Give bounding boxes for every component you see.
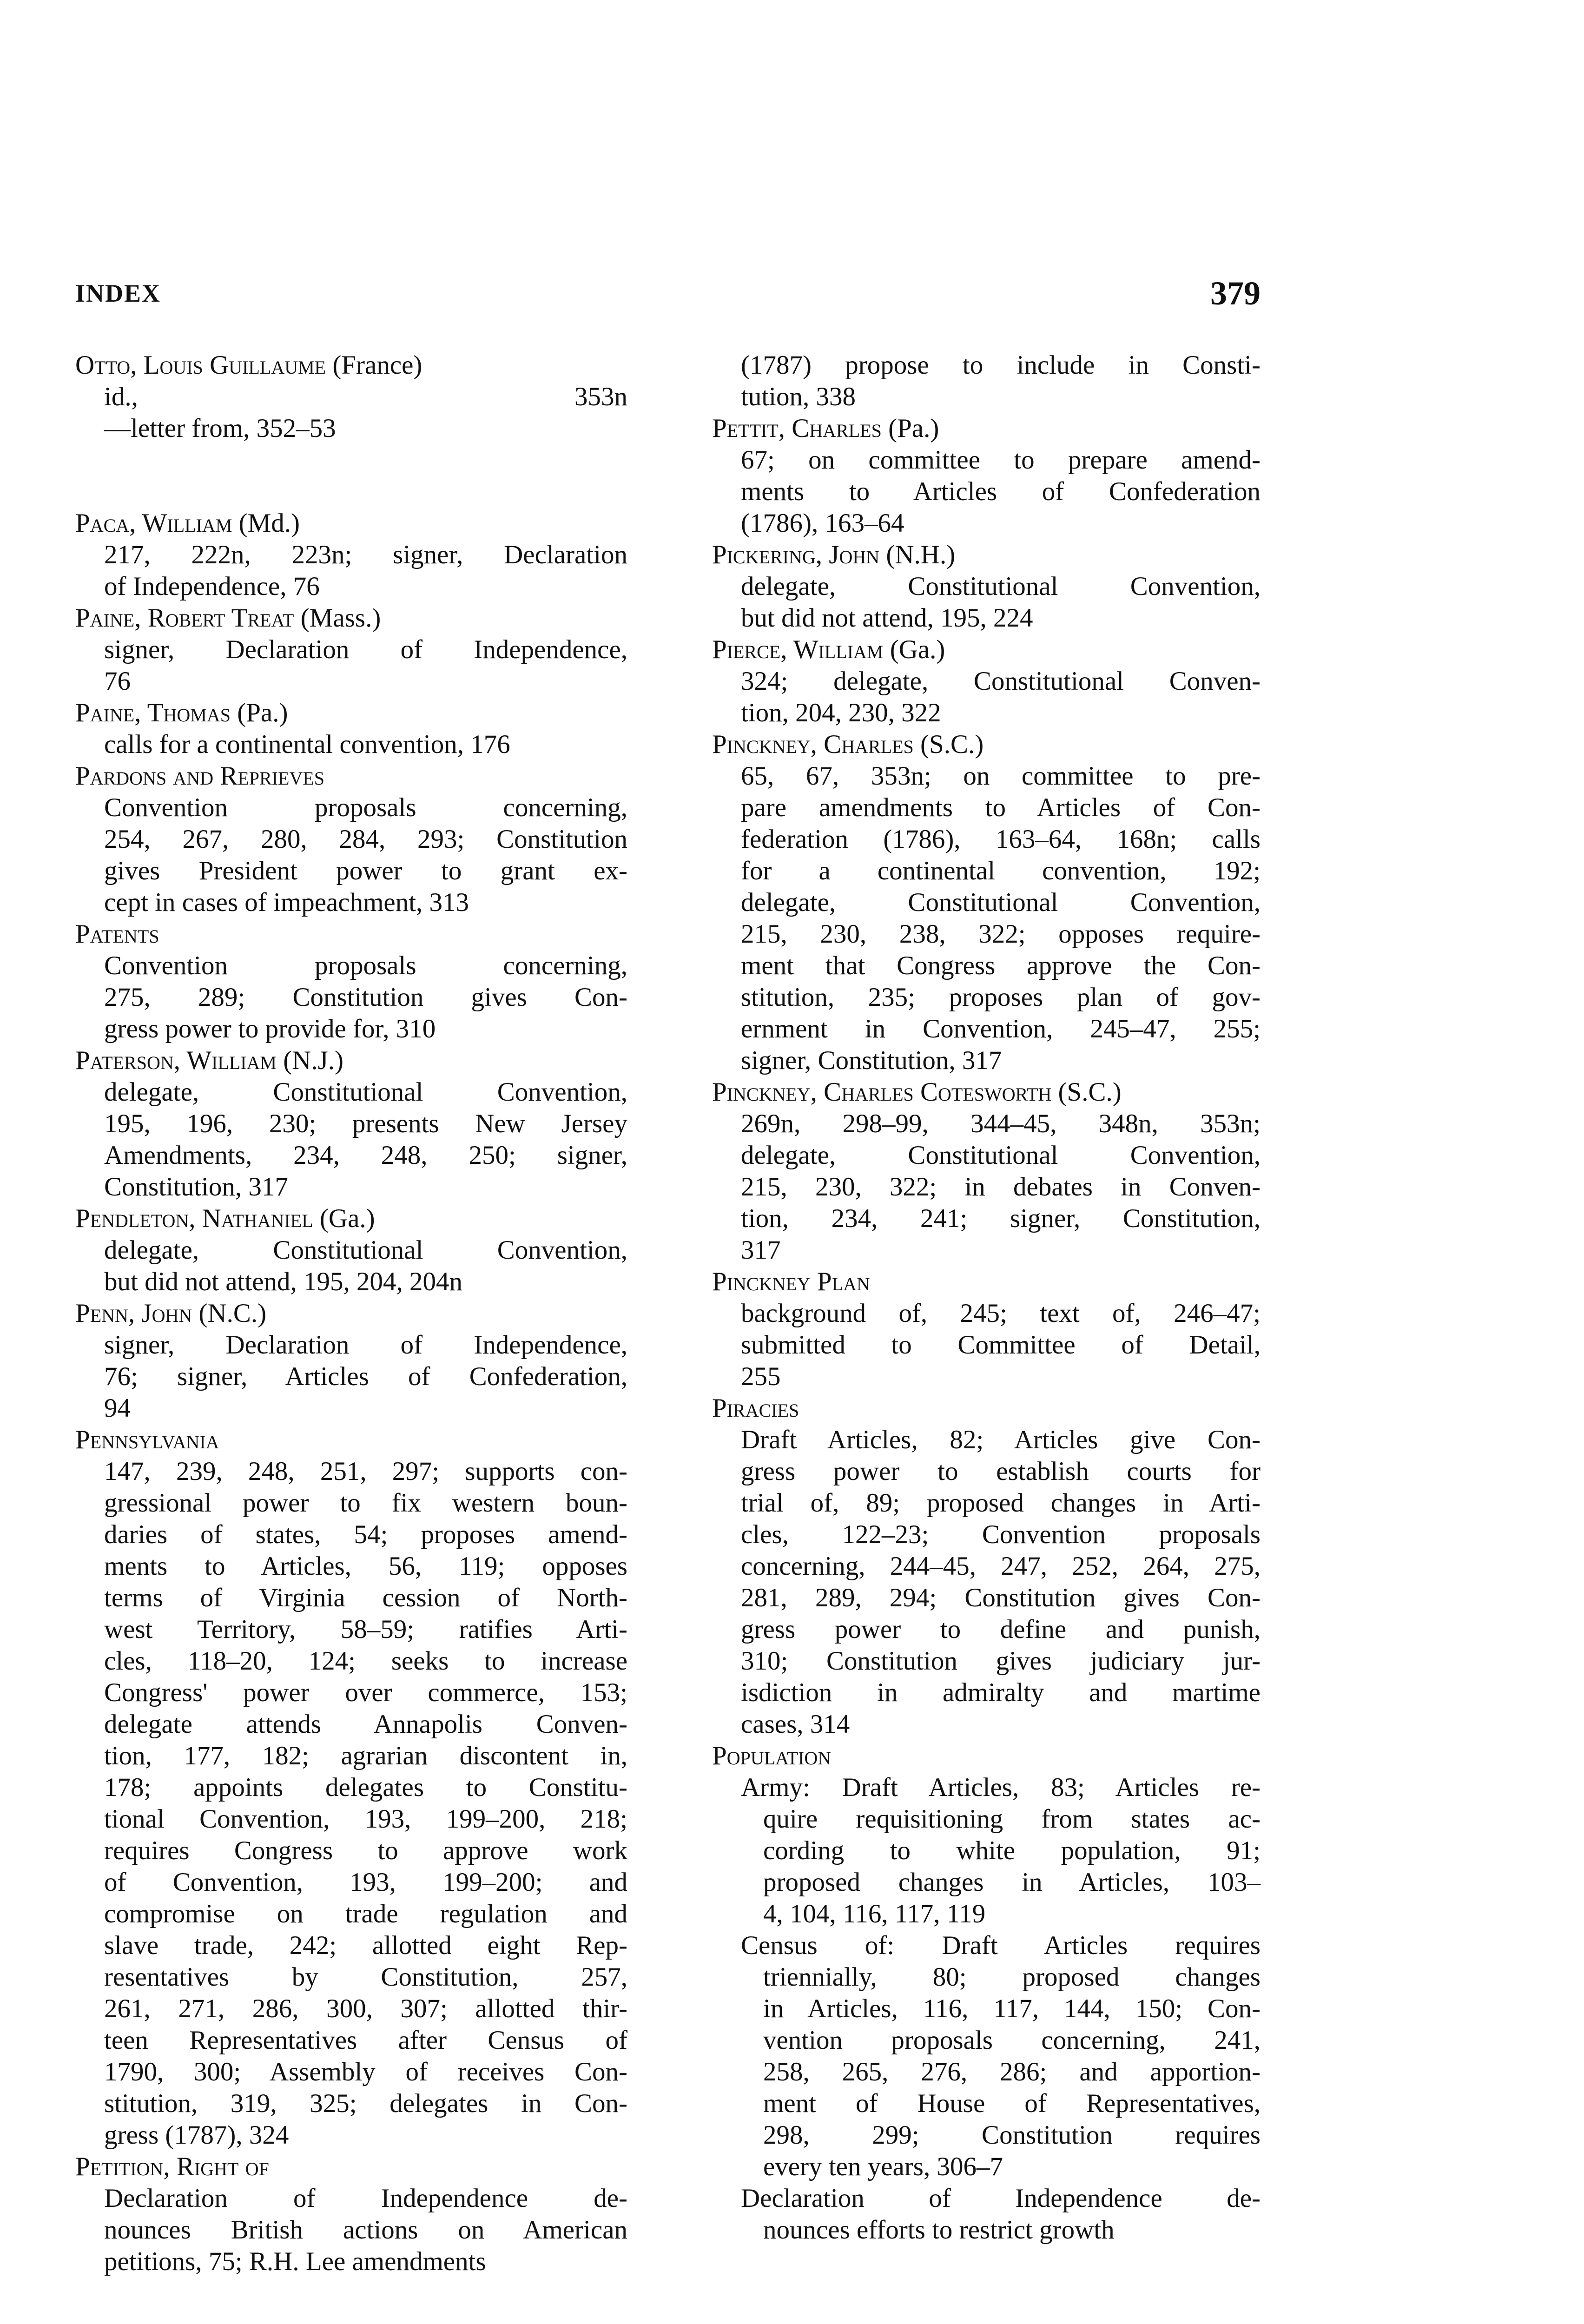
index-entry [75,1424,627,2151]
entry-line: teen Representatives after Census of [104,2026,627,2055]
entry-line: 255 [741,1362,781,1391]
entry-heading [712,1076,1261,1108]
index-entry [712,1393,1261,1740]
page-number: 379 [1210,275,1261,312]
index-column-left [75,350,627,2278]
entry-line: id., 353n [104,382,627,411]
entry-line: Constitution, 317 [104,1172,288,1202]
entry-line: delegate, Constitutional Convention, [104,1077,627,1107]
entry-line: Convention proposals concerning, [104,793,627,822]
entry-heading [712,634,1261,666]
index-entry [712,729,1261,1076]
entry-line: cles, 122–23; Convention proposals [741,1520,1261,1549]
entry-line: cles, 118–20, 124; seeks to increase [104,1646,627,1676]
index-entry [712,1266,1261,1393]
entry-line: calls for a continental convention, 176 [104,730,510,759]
entry-heading-name: Population [712,1741,832,1770]
subentry-line: Declaration of Independence de- [741,2184,1261,2213]
index-entry [75,1298,627,1424]
entry-line: ments to Articles of Confederation [741,477,1261,506]
entry-line: 76; signer, Articles of Confederation, [104,1362,627,1391]
entry-line: —letter from, 352–53 [104,414,336,443]
entry-line: nounces British actions on American [104,2215,627,2245]
entry-heading [75,1045,627,1076]
entry-heading-name: Petition, Right of [75,2152,269,2181]
entry-line: delegate, Constitutional Convention, [741,888,1261,917]
entry-heading-name: Pinckney, Charles [712,730,914,759]
entry-line: for a continental convention, 192; [741,856,1261,885]
index-entry [712,1740,1261,2246]
entry-line: tion, 204, 230, 322 [741,698,941,727]
index-entry [75,2151,627,2278]
entry-heading-name: Otto, Louis Guillaume [75,350,326,380]
entry-line: (1787) propose to include in Consti- [741,350,1261,380]
entry-line: Amendments, 234, 248, 250; signer, [104,1141,627,1170]
entry-heading-qualifier: (Md.) [238,508,300,538]
entry-line: 254, 267, 280, 284, 293; Constitution [104,825,627,854]
entry-line: terms of Virginia cession of North- [104,1583,627,1612]
entry-heading [75,350,627,381]
entry-line: but did not attend, 195, 224 [741,603,1033,633]
entry-heading-qualifier: (N.H.) [886,540,956,569]
subentry-line: Army: Draft Articles, 83; Articles re- [741,1773,1261,1802]
subentry-line: ment of House of Representatives, [763,2089,1261,2118]
entry-line: 215, 230, 322; in debates in Conven- [741,1172,1261,1202]
entry-line: tion, 234, 241; signer, Constitution, [741,1204,1261,1233]
entry-line: delegate attends Annapolis Conven- [104,1710,627,1739]
entry-line: 215, 230, 238, 322; opposes require- [741,919,1261,949]
index-entry [75,1045,627,1203]
entry-line: 65, 67, 353n; on committee to pre- [741,761,1261,791]
entry-heading [75,760,627,792]
entry-heading [75,1298,627,1329]
entry-line: west Territory, 58–59; ratifies Arti- [104,1615,627,1644]
entry-line: Draft Articles, 82; Articles give Con- [741,1425,1261,1454]
entry-line: 269n, 298–99, 344–45, 348n, 353n; [741,1109,1261,1138]
subentry-line: proposed changes in Articles, 103– [763,1868,1261,1897]
entry-line: 324; delegate, Constitutional Conven- [741,667,1261,696]
entry-line: 67; on committee to prepare amend- [741,445,1261,475]
entry-line: 195, 196, 230; presents New Jersey [104,1109,627,1138]
entry-heading-qualifier: (S.C.) [920,730,984,759]
entry-line: signer, Constitution, 317 [741,1046,1002,1075]
entry-line: gress (1787), 324 [104,2120,289,2150]
entry-heading-name: Paca, William [75,508,232,538]
entry-heading [712,413,1261,444]
index-entry [75,602,627,697]
index-entry [75,697,627,760]
entry-heading [75,918,627,950]
entry-line: stitution, 319, 325; delegates in Con- [104,2089,627,2118]
index-entry [712,634,1261,729]
entry-line: petitions, 75; R.H. Lee amendments [104,2247,486,2276]
index-entry [712,413,1261,539]
entry-heading-qualifier: (Ga.) [890,635,945,664]
subentry-line: cording to white population, 91; [763,1836,1261,1865]
index-column-right [712,350,1261,2246]
entry-line: tution, 338 [741,382,856,411]
entry-heading-qualifier: (Ga.) [319,1204,375,1233]
entry-heading-name: Pettit, Charles [712,414,882,443]
running-head [75,274,1261,325]
entry-heading [75,1203,627,1235]
entry-heading-name: Patents [75,919,159,949]
entry-heading-name: Pennsylvania [75,1425,219,1454]
entry-line: gress power to provide for, 310 [104,1014,436,1043]
entry-line: gives President power to grant ex- [104,856,627,885]
entry-line: of Independence, 76 [104,572,320,601]
entry-line: federation (1786), 163–64, 168n; calls [741,825,1261,854]
index-entry [75,918,627,1045]
entry-line: trial of, 89; proposed changes in Arti- [741,1488,1261,1518]
entry-line: tional Convention, 193, 199–200, 218; [104,1804,627,1834]
entry-heading-name: Paine, Robert Treat [75,603,294,633]
entry-heading [712,729,1261,760]
running-head-title: INDEX [75,279,161,307]
entry-line: stitution, 235; proposes plan of gov- [741,983,1261,1012]
entry-line: requires Congress to approve work [104,1836,627,1865]
entry-heading [75,2151,627,2183]
entry-heading-qualifier: (France) [332,350,422,380]
entry-heading-qualifier: (S.C.) [1058,1077,1122,1107]
entry-gap [75,444,627,508]
entry-heading [75,602,627,634]
subentry-line: in Articles, 116, 117, 144, 150; Con- [763,1994,1261,2023]
entry-line: isdiction in admiralty and martime [741,1678,1261,1707]
entry-line: 281, 289, 294; Constitution gives Con- [741,1583,1261,1612]
entry-line: ment that Congress approve the Con- [741,951,1261,980]
index-entry [75,508,627,602]
entry-line: 217, 222n, 223n; signer, Declaration [104,540,627,569]
entry-line: cases, 314 [741,1710,850,1739]
entry-line: daries of states, 54; proposes amend- [104,1520,627,1549]
entry-line: 178; appoints delegates to Constitu- [104,1773,627,1802]
entry-line: of Convention, 193, 199–200; and [104,1868,627,1897]
entry-heading-name: Pendleton, Nathaniel [75,1204,313,1233]
entry-heading-name: Penn, John [75,1299,192,1328]
entry-line: resentatives by Constitution, 257, [104,1962,627,1992]
entry-heading-name: Piracies [712,1393,799,1423]
entry-heading-name: Pinckney, Charles Cotesworth [712,1077,1052,1107]
entry-heading-name: Paine, Thomas [75,698,231,727]
entry-line: 261, 271, 286, 300, 307; allotted thir- [104,1994,627,2023]
subentry-line: triennially, 80; proposed changes [763,1962,1261,1992]
entry-heading [75,1424,627,1456]
entry-heading-qualifier: (N.J.) [283,1046,344,1075]
index-entry [75,350,627,444]
entry-line: delegate, Constitutional Convention, [741,1141,1261,1170]
subentry-line: quire requisitioning from states ac- [763,1804,1261,1834]
entry-line: signer, Declaration of Independence, [104,635,627,664]
entry-heading-qualifier: (Pa.) [888,414,939,443]
entry-line: delegate, Constitutional Convention, [104,1235,627,1265]
subentry-line: 298, 299; Constitution requires [763,2120,1261,2150]
entry-line: gress power to define and punish, [741,1615,1261,1644]
entry-line: 1790, 300; Assembly of receives Con- [104,2057,627,2086]
entry-heading-qualifier: (N.C.) [198,1299,267,1328]
entry-line: (1786), 163–64 [741,508,904,538]
entry-line: concerning, 244–45, 247, 252, 264, 275, [741,1552,1261,1581]
entry-line: gress power to establish courts for [741,1457,1261,1486]
entry-line: signer, Declaration of Independence, [104,1330,627,1360]
entry-heading [75,508,627,539]
index-entry [712,1076,1261,1266]
entry-line: 317 [741,1235,781,1265]
entry-line: gressional power to fix western boun- [104,1488,627,1518]
entry-line: delegate, Constitutional Convention, [741,572,1261,601]
index-entry [712,350,1261,413]
subentry-line: 258, 265, 276, 286; and apportion- [763,2057,1261,2086]
entry-line: submitted to Committee of Detail, [741,1330,1261,1360]
subentry-line: 4, 104, 116, 117, 119 [763,1899,986,1928]
entry-line: 94 [104,1393,131,1423]
entry-line: 147, 239, 248, 251, 297; supports con- [104,1457,627,1486]
entry-heading [712,1266,1261,1298]
entry-heading-name: Pinckney Plan [712,1267,870,1296]
entry-line: background of, 245; text of, 246–47; [741,1299,1261,1328]
subentry-line: vention proposals concerning, 241, [763,2026,1261,2055]
entry-line: 76 [104,667,131,696]
subentry-line: nounces efforts to restrict growth [763,2215,1115,2245]
entry-line: 275, 289; Constitution gives Con- [104,983,627,1012]
index-entry [75,760,627,918]
entry-line: slave trade, 242; allotted eight Rep- [104,1931,627,1960]
entry-heading [712,1740,1261,1772]
entry-heading [712,539,1261,571]
entry-heading [712,1393,1261,1424]
index-entry [75,1203,627,1298]
entry-line: compromise on trade regulation and [104,1899,627,1928]
subentry-line: every ten years, 306–7 [763,2152,1003,2181]
entry-heading-name: Pierce, William [712,635,884,664]
entry-heading [75,697,627,729]
entry-heading-name: Pickering, John [712,540,880,569]
entry-line: tion, 177, 182; agrarian discontent in, [104,1741,627,1770]
entry-line: Declaration of Independence de- [104,2184,627,2213]
entry-heading-name: Paterson, William [75,1046,277,1075]
index-entry [712,539,1261,634]
entry-line: 310; Constitution gives judiciary jur- [741,1646,1261,1676]
entry-line: pare amendments to Articles of Con- [741,793,1261,822]
entry-line: cept in cases of impeachment, 313 [104,888,469,917]
entry-heading-name: Pardons and Reprieves [75,761,325,791]
entry-heading-qualifier: (Pa.) [237,698,288,727]
entry-line: ments to Articles, 56, 119; opposes [104,1552,627,1581]
entry-line: Convention proposals concerning, [104,951,627,980]
entry-line: ernment in Convention, 245–47, 255; [741,1014,1261,1043]
entry-line: but did not attend, 195, 204, 204n [104,1267,463,1296]
entry-line: Congress' power over commerce, 153; [104,1678,627,1707]
subentry-line: Census of: Draft Articles requires [741,1931,1261,1960]
entry-heading-qualifier: (Mass.) [300,603,381,633]
